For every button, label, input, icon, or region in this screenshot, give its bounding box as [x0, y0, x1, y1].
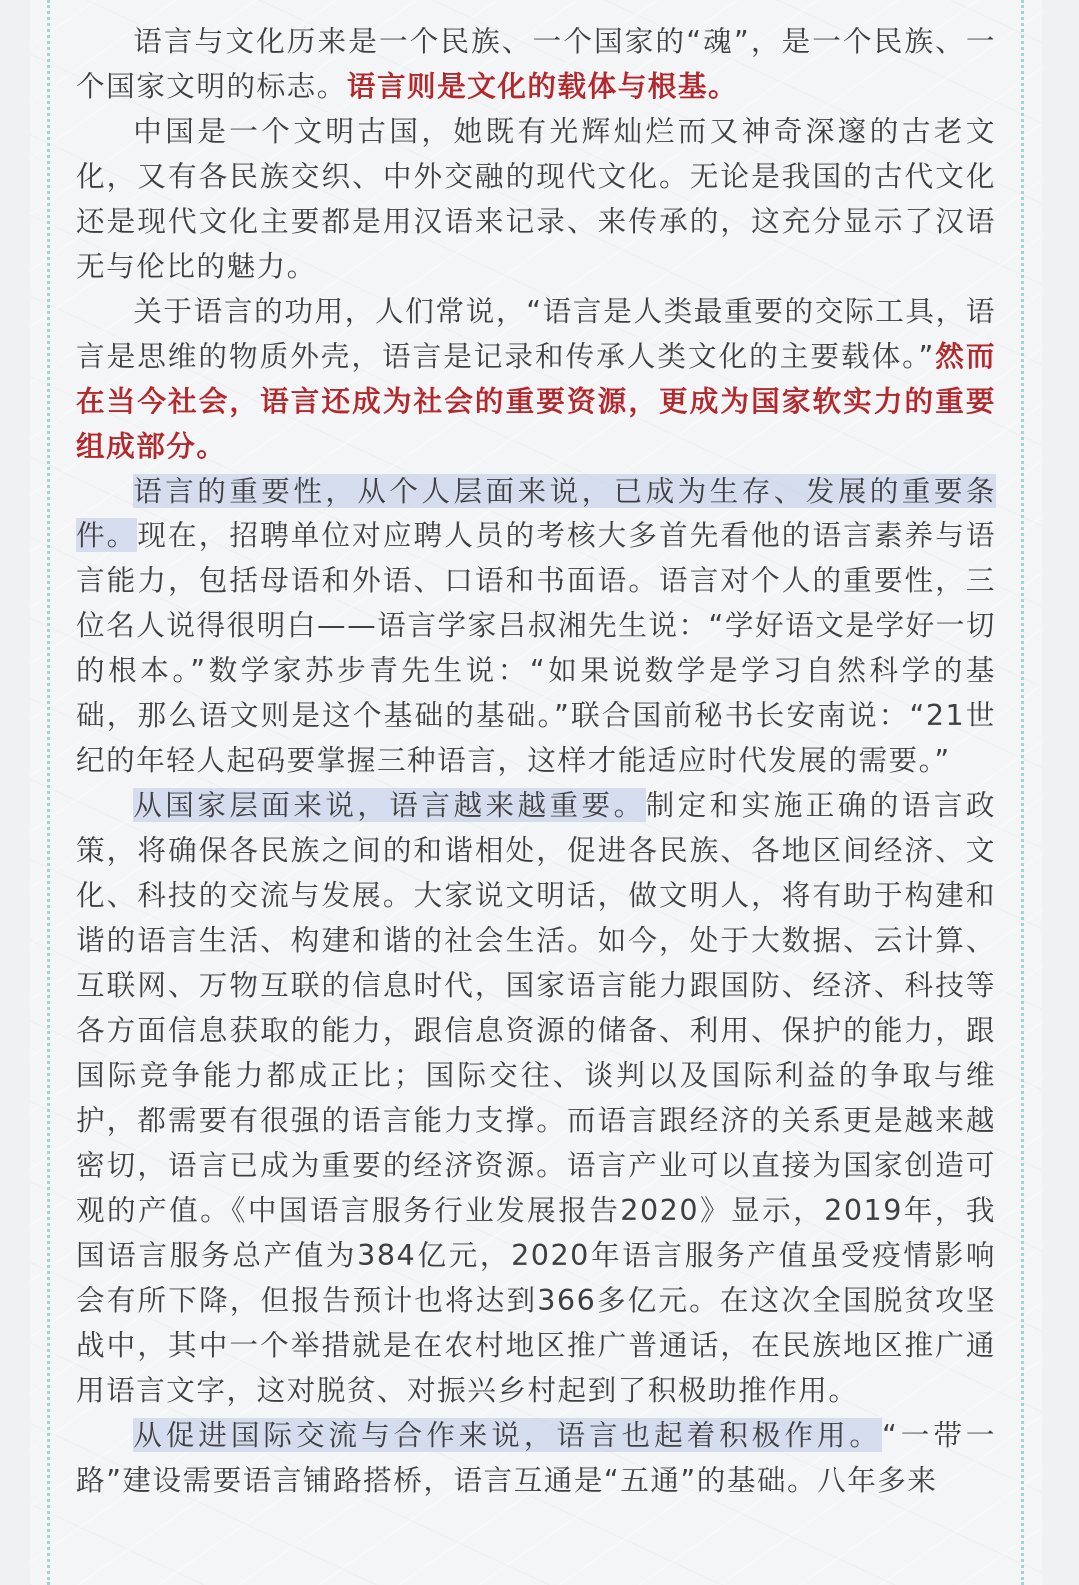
paragraph-6-highlight: 从促进国际交流与合作来说，语言也起着积极作用。 — [133, 1417, 882, 1452]
paragraph-3-emphasis: 然而在当今社会，语言还成为社会的重要资源，更成为国家软实力的重要组成部分。 — [76, 338, 996, 463]
paragraph-2 — [76, 109, 996, 289]
paragraph-5 — [76, 783, 996, 1412]
left-dotted-border — [47, 0, 50, 1585]
right-dotted-border — [1021, 0, 1024, 1585]
paragraph-3-text: 关于语言的功用，人们常说，“语言是人类最重要的交际工具，语言是思维的物质外壳，语言是记录和传承人类文化的主要载体。” — [76, 293, 996, 373]
paragraph-5-highlight: 从国家层面来说，语言越来越重要。 — [133, 788, 646, 823]
paragraph-1 — [76, 19, 996, 109]
paragraph-2-text: 中国是一个文明古国，她既有光辉灿烂而又神奇深邃的古老文化，又有各民族交织、中外交融的现代文化。无论是我国的古代文化还是现代文化主要都是用汉语来记录、来传承的，这充分显示了汉语无与伦比的魅力。 — [76, 113, 996, 283]
paragraph-6-text: “一带一路”建设需要语言铺路搭桥，语言互通是“五通”的基础。八年多来 — [76, 1417, 996, 1497]
paragraph-1-text: 语言与文化历来是一个民族、一个国家的“魂”，是一个民族、一个国家文明的标志。 — [76, 24, 996, 103]
paragraph-5-text: 制定和实施正确的语言政策，将确保各民族之间的和谐相处，促进各民族、各地区间经济、文化、科技的交流与发展。大家说文明话，做文明人，将有助于构建和谐的语言生活、构建和谐的社会生活。如今，处于大数据、云计算、互联网、万物互联的信息时代，国家语言能力跟国防、经济、科技等各方面信息获取的能力，跟信息资源的储备、利用、保护的能力，跟国际竞争能力都成正比；国际交往、谈判以及国际利益的争取与维护，都需要有很强的语言能力支撑。而语言跟经济的关系更是越来越密切，语言已成为重要的经济资源。语言产业可以直接为国家创造可观的产值。《中国语言服务行业发展报告2020》显示，2019年，我国语言服务总产值为384亿元，2020年语言服务产值虽受疫情影响会有所下降，但报告预计也将达到366多亿元。在这次全国脱贫攻坚战中，其中一个举措就是在农村地区推广普通话，在民族地区推广通用语言文字，这对脱贫、对振兴乡村起到了积极助推作用。 — [76, 788, 996, 1407]
paragraph-6 — [76, 1413, 996, 1503]
paragraph-4 — [76, 469, 996, 784]
paragraph-4-text: 现在，招聘单位对应聘人员的考核大多首先看他的语言素养与语言能力，包括母语和外语、口语和书面语。语言对个人的重要性，三位名人说得很明白——语言学家吕叔湘先生说：“学好语文是学好一切的根本。”数学家苏步青先生说：“如果说数学是学习自然科学的基础，那么语文则是这个基础的基础。”联合国前秘书长安南说：“21世纪的年轻人起码要掌握三种语言，这样才能适应时代发展的需要。” — [76, 518, 996, 778]
paragraph-1-emphasis: 语言则是文化的载体与根基。 — [346, 68, 739, 103]
paragraph-3 — [76, 289, 996, 469]
paragraph-4-highlight: 语言的重要性，从个人层面来说，已成为生存、发展的重要条件。 — [76, 473, 996, 553]
article-body — [76, 19, 996, 1502]
